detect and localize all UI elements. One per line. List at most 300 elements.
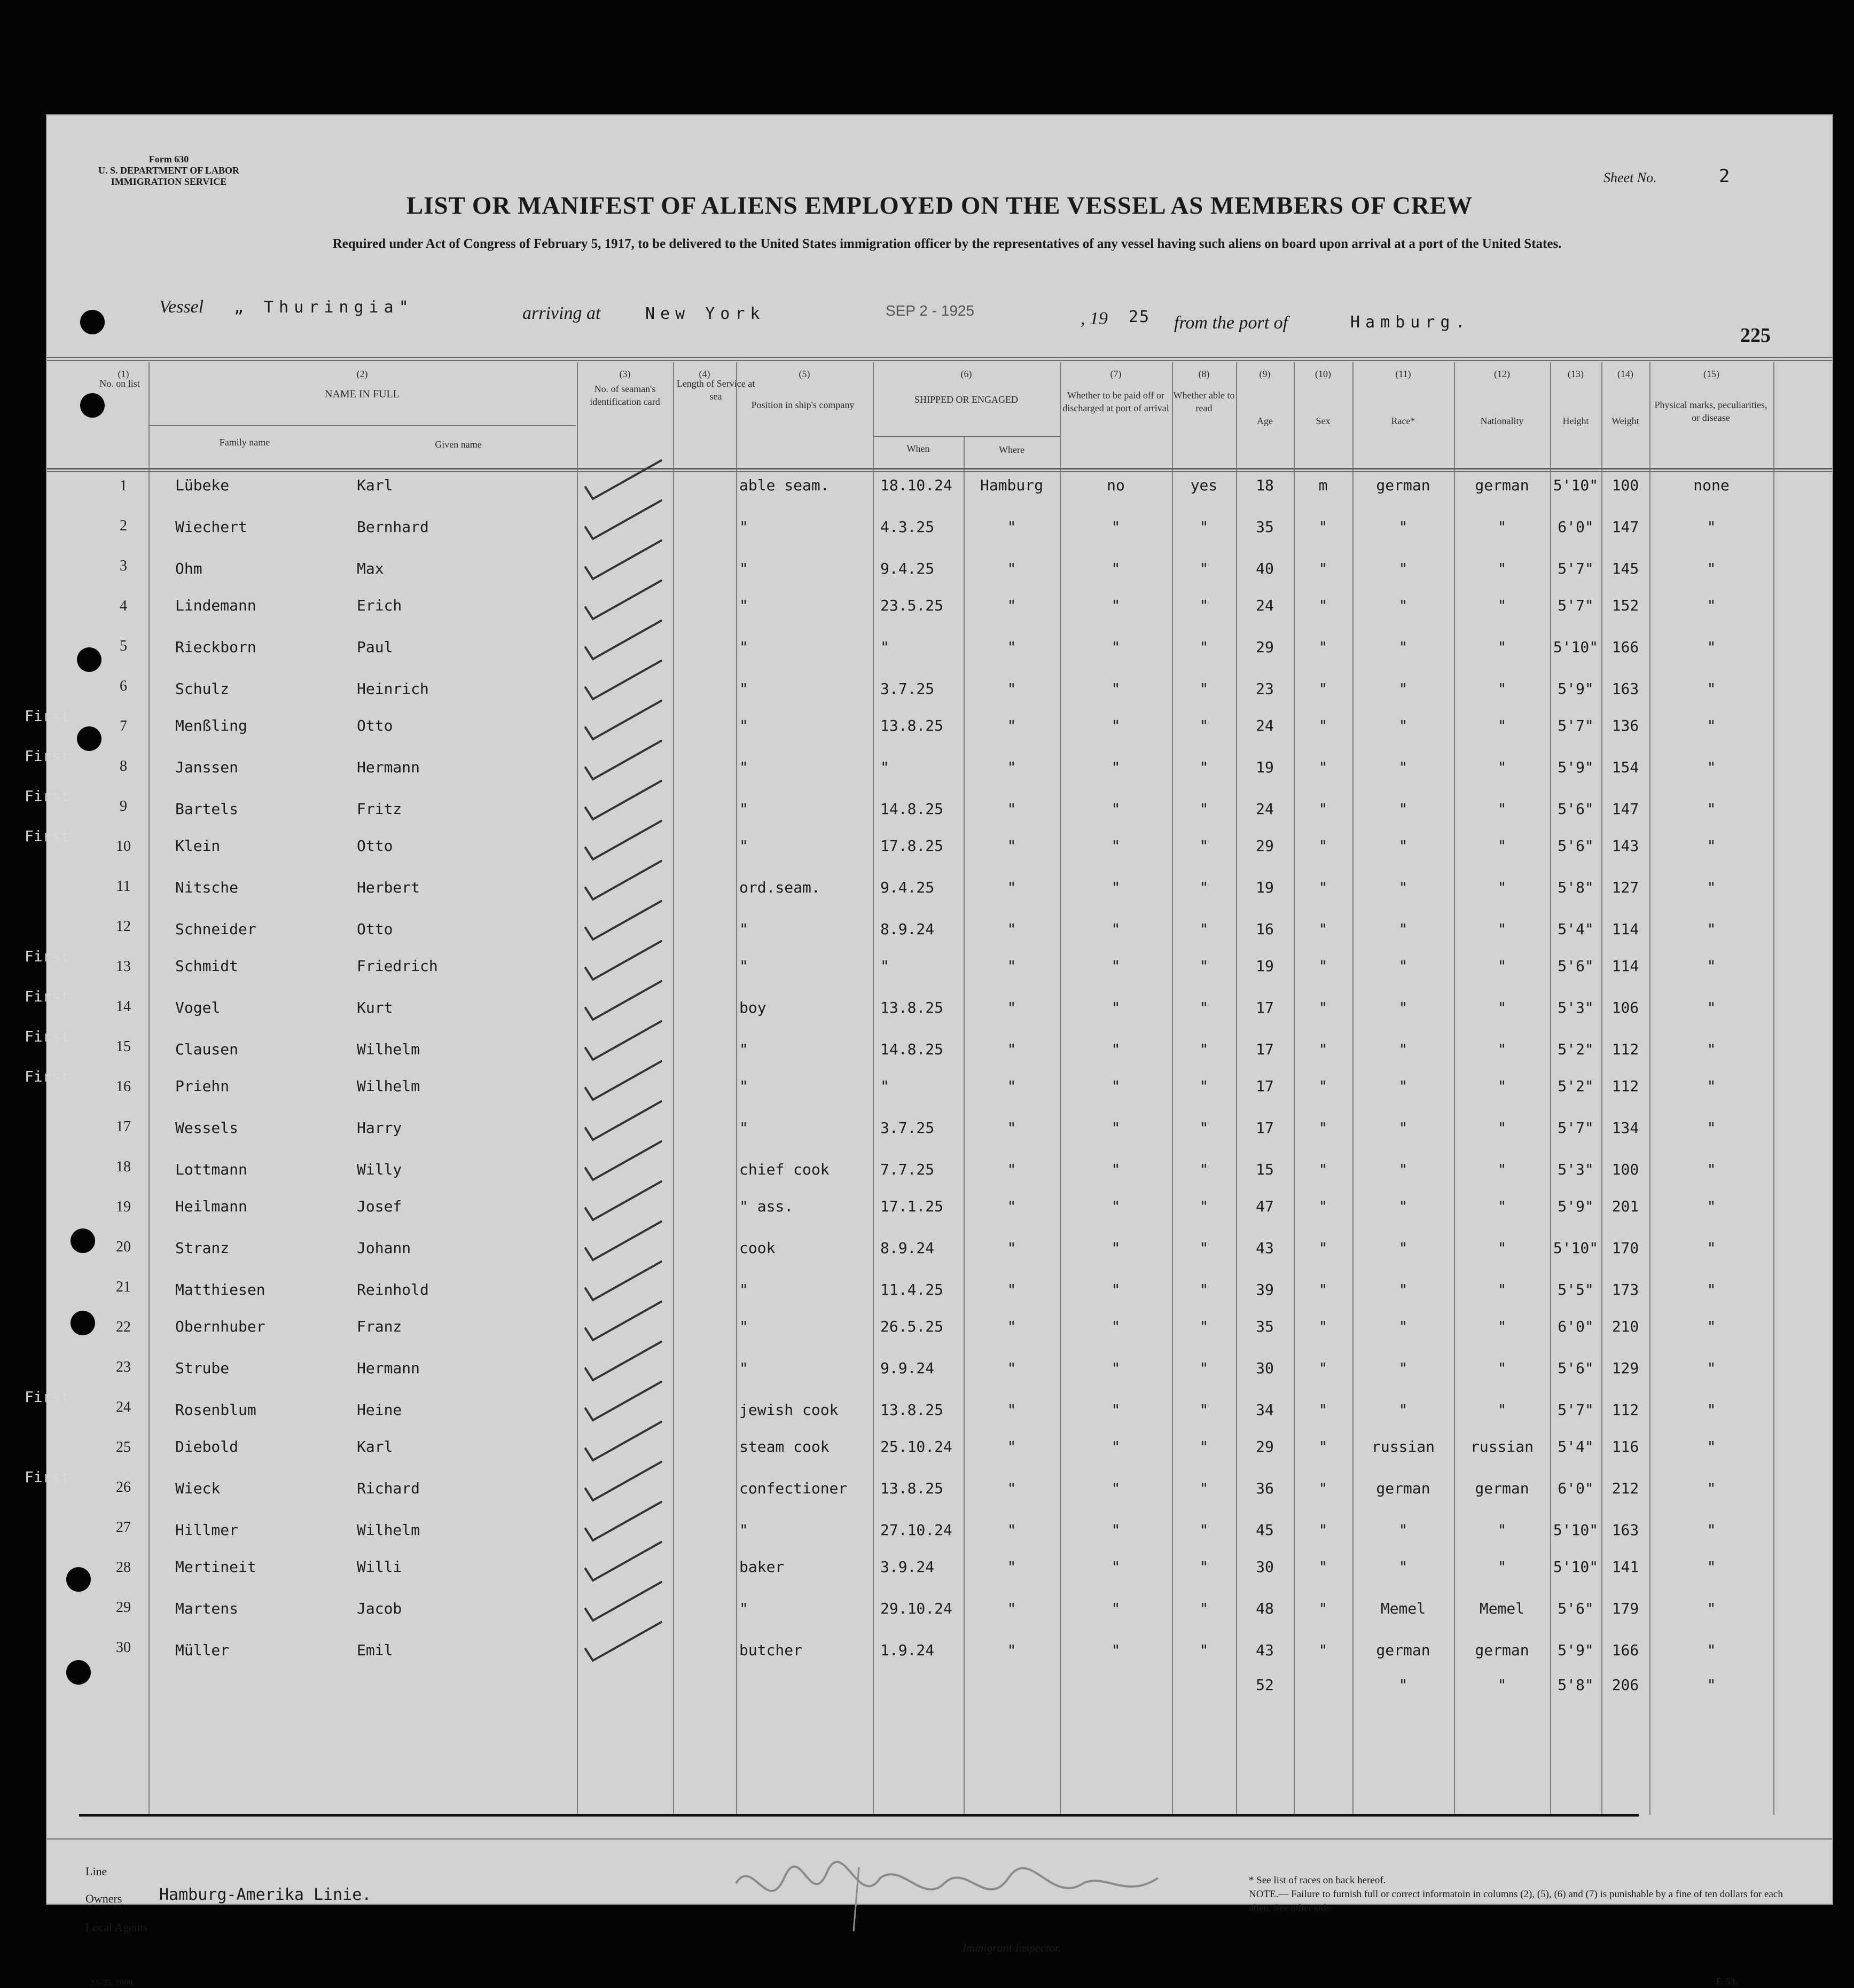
position: " [739, 800, 748, 818]
family-name: Matthiesen [175, 1281, 265, 1298]
given-name: Erich [357, 597, 402, 614]
row-number: 30 [116, 1639, 131, 1656]
weight: 163 [1612, 1521, 1639, 1539]
position: " [739, 560, 748, 577]
shipped-when: 18.10.24 [880, 476, 952, 494]
race: " [1398, 920, 1408, 938]
margin-note-first: First [25, 747, 70, 765]
given-name: Willi [357, 1558, 402, 1576]
column-number: (10) [1315, 369, 1331, 379]
shipped-when: 8.9.24 [880, 920, 935, 938]
weight: 206 [1612, 1676, 1639, 1694]
races-footnote: * See list of races on back hereof. [1249, 1875, 1386, 1886]
position: butcher [739, 1641, 803, 1659]
race: russian [1371, 1438, 1435, 1455]
weight: 143 [1612, 837, 1639, 855]
age: 23 [1256, 680, 1274, 698]
shipped-when: 17.1.25 [880, 1198, 944, 1215]
able-to-read: " [1199, 1040, 1209, 1058]
able-to-read: " [1199, 1641, 1209, 1659]
age: 35 [1256, 518, 1274, 536]
height: 5'9" [1558, 680, 1594, 698]
column-number: (12) [1494, 369, 1510, 379]
margin-note-first: First [25, 1028, 70, 1045]
able-to-read: " [1199, 1077, 1209, 1095]
shipped-where: " [1007, 999, 1016, 1016]
able-to-read: " [1199, 1401, 1209, 1419]
nationality: " [1497, 680, 1507, 698]
shipped-when: 7.7.25 [880, 1161, 935, 1178]
paid-off: " [1111, 597, 1121, 614]
paid-off: " [1111, 1198, 1121, 1215]
physical-marks: " [1707, 1401, 1716, 1419]
physical-marks: " [1707, 518, 1716, 536]
age: 29 [1256, 1438, 1274, 1455]
header-paid-off: Whether to be paid off or discharged at port of arrival [1062, 390, 1169, 413]
weight: 114 [1612, 920, 1639, 938]
physical-marks: " [1707, 837, 1716, 855]
paid-off: " [1111, 957, 1121, 975]
able-to-read: " [1199, 957, 1209, 975]
able-to-read: " [1199, 1600, 1209, 1617]
weight: 112 [1612, 1401, 1639, 1419]
nationality: " [1497, 1198, 1507, 1215]
position: baker [739, 1558, 785, 1576]
column-number: (1) [118, 369, 129, 379]
row-number: 24 [116, 1399, 131, 1415]
race: " [1398, 1077, 1408, 1095]
family-name: Stranz [175, 1239, 230, 1257]
able-to-read: " [1199, 1198, 1209, 1215]
paid-off: " [1111, 717, 1121, 734]
physical-marks: " [1707, 1040, 1716, 1058]
row-number: 26 [116, 1479, 131, 1496]
age: 30 [1256, 1558, 1274, 1576]
age: 18 [1256, 476, 1274, 494]
age: 52 [1256, 1676, 1274, 1694]
weight: 116 [1612, 1438, 1639, 1455]
inspector-signature [720, 1846, 1201, 1942]
physical-marks: " [1707, 1239, 1716, 1257]
sex: " [1318, 1161, 1328, 1178]
sex: " [1318, 680, 1328, 698]
row-number: 12 [116, 918, 131, 935]
family-name: Müller [175, 1641, 230, 1659]
position: ord.seam. [739, 879, 820, 896]
position: " [739, 597, 748, 614]
race: " [1398, 1676, 1408, 1694]
weight: 100 [1612, 476, 1639, 494]
able-to-read: " [1199, 1281, 1209, 1298]
binder-hole [66, 1660, 91, 1685]
age: 19 [1256, 879, 1274, 896]
position: able seam. [739, 476, 830, 494]
race: " [1398, 597, 1408, 614]
shipped-when: 13.8.25 [880, 717, 944, 734]
age: 24 [1256, 800, 1274, 818]
family-name: Rieckborn [175, 638, 256, 656]
shipped-where: " [1007, 1318, 1016, 1335]
sex: " [1318, 560, 1328, 577]
given-name: Karl [357, 476, 393, 494]
weight: 136 [1612, 717, 1639, 734]
from-port: Hamburg. [1350, 313, 1470, 332]
position: " [739, 1119, 748, 1137]
physical-marks: " [1707, 920, 1716, 938]
header-sex: Sex [1316, 416, 1331, 426]
nationality: " [1497, 1281, 1507, 1298]
column-rule [736, 362, 737, 1815]
physical-marks: none [1693, 476, 1730, 494]
paid-off: " [1111, 1119, 1121, 1137]
shipped-where: " [1007, 1641, 1016, 1659]
position: " [739, 1281, 748, 1298]
height: 5'6" [1558, 957, 1594, 975]
position: " [739, 680, 748, 698]
able-to-read: " [1199, 717, 1209, 734]
nationality: " [1497, 1401, 1507, 1419]
able-to-read: " [1199, 518, 1209, 536]
able-to-read: " [1199, 920, 1209, 938]
family-name: Priehn [175, 1077, 230, 1095]
nationality: " [1497, 879, 1507, 896]
given-name: Heinrich [357, 680, 429, 698]
position: " ass. [739, 1198, 794, 1215]
nationality: " [1497, 717, 1507, 734]
sex: " [1318, 1401, 1328, 1419]
shipped-when: 9.4.25 [880, 879, 935, 896]
header-able-read: Whether able to read [1173, 390, 1235, 413]
shipped-when: 8.9.24 [880, 1239, 935, 1257]
family-name: Wieck [175, 1480, 221, 1497]
sex: " [1318, 1600, 1328, 1617]
given-name: Reinhold [357, 1281, 429, 1298]
nationality: " [1497, 597, 1507, 614]
nationality: " [1497, 1239, 1507, 1257]
sex: " [1318, 1239, 1328, 1257]
family-name: Nitsche [175, 879, 239, 896]
family-name: Schmidt [175, 957, 239, 975]
form-code: F. 53. [1716, 1976, 1738, 1987]
shipped-when: 27.10.24 [880, 1521, 952, 1539]
weight: 166 [1612, 638, 1639, 656]
family-name: Martens [175, 1600, 239, 1617]
binder-hole [77, 647, 101, 672]
position: cook [739, 1239, 776, 1257]
able-to-read: " [1199, 879, 1209, 896]
given-name: Johann [357, 1239, 411, 1257]
nationality: " [1497, 1359, 1507, 1377]
shipped-where: " [1007, 800, 1016, 818]
height: 6'0" [1558, 518, 1594, 536]
paid-off: " [1111, 1281, 1121, 1298]
position: boy [739, 999, 766, 1016]
nationality: german [1475, 1641, 1529, 1659]
sex: " [1318, 1198, 1328, 1215]
age: 29 [1256, 837, 1274, 855]
nationality: " [1497, 560, 1507, 577]
margin-note-first: First [25, 1068, 70, 1085]
shipped-when: 26.5.25 [880, 1318, 944, 1335]
race: " [1398, 879, 1408, 896]
given-name: Otto [357, 837, 393, 855]
weight: 141 [1612, 1558, 1639, 1576]
paid-off: " [1111, 1161, 1121, 1178]
position: chief cook [739, 1161, 830, 1178]
header-given-name: Given name [435, 439, 482, 450]
shipped-when: 3.7.25 [880, 680, 935, 698]
column-number: (9) [1259, 369, 1271, 379]
height: 5'6" [1558, 1600, 1594, 1617]
shipped-where: " [1007, 920, 1016, 938]
height: 5'8" [1558, 1676, 1594, 1694]
age: 29 [1256, 638, 1274, 656]
weight: 179 [1612, 1600, 1639, 1617]
age: 24 [1256, 717, 1274, 734]
end-of-list-rule [79, 1814, 1639, 1817]
physical-marks: " [1707, 597, 1716, 614]
race: german [1376, 476, 1430, 494]
age: 35 [1256, 1318, 1274, 1335]
binder-hole [77, 726, 101, 751]
header-bottom-rule [47, 468, 1832, 469]
row-number: 4 [120, 598, 127, 614]
column-number: (8) [1198, 369, 1210, 379]
given-name: Max [357, 560, 384, 577]
family-name: Bartels [175, 800, 239, 818]
vessel-label: Vessel [159, 297, 204, 317]
shipped-when: " [880, 1077, 889, 1095]
nationality: " [1497, 1676, 1507, 1694]
given-name: Emil [357, 1641, 393, 1659]
family-name: Lottmann [175, 1161, 247, 1178]
age: 17 [1256, 1040, 1274, 1058]
able-to-read: " [1199, 680, 1209, 698]
position: " [739, 638, 748, 656]
sex: " [1318, 999, 1328, 1016]
header-length-service: Length of Service at sea [676, 378, 755, 402]
given-name: Paul [357, 638, 393, 656]
sex: " [1318, 1521, 1328, 1539]
age: 17 [1256, 999, 1274, 1016]
race: " [1398, 1239, 1408, 1257]
paid-off: " [1111, 1600, 1121, 1617]
race: " [1398, 837, 1408, 855]
column-rule [148, 362, 150, 1815]
header-shipped: SHIPPED OR ENGAGED [914, 394, 1018, 405]
given-name: Hermann [357, 1359, 420, 1377]
race: " [1398, 560, 1408, 577]
family-name: Ohm [175, 560, 202, 577]
able-to-read: " [1199, 758, 1209, 776]
weight: 147 [1612, 518, 1639, 536]
sex: " [1318, 1281, 1328, 1298]
paid-off: " [1111, 1239, 1121, 1257]
column-number: (2) [356, 369, 368, 379]
binder-hole [80, 310, 105, 334]
family-name: Schulz [175, 680, 230, 698]
position: " [739, 920, 748, 938]
race: " [1398, 1281, 1408, 1298]
sex: " [1318, 1119, 1328, 1137]
height: 6'0" [1558, 1318, 1594, 1335]
margin-note-first: First [25, 988, 70, 1005]
manifest-sheet [46, 114, 1833, 1987]
header-age: Age [1257, 416, 1273, 426]
age: 34 [1256, 1401, 1274, 1419]
row-number: 10 [116, 838, 131, 855]
age: 19 [1256, 957, 1274, 975]
sex: " [1318, 597, 1328, 614]
weight: 112 [1612, 1077, 1639, 1095]
family-name: Lübeke [175, 476, 230, 494]
family-name: Hillmer [175, 1521, 239, 1539]
height: 5'10" [1553, 476, 1599, 494]
row-number: 2 [120, 518, 127, 534]
height: 5'3" [1558, 1161, 1594, 1178]
able-to-read: " [1199, 597, 1209, 614]
physical-marks: " [1707, 758, 1716, 776]
height: 5'9" [1558, 1198, 1594, 1215]
shipped-when: 13.8.25 [880, 1480, 944, 1497]
sex: " [1318, 717, 1328, 734]
nationality: " [1497, 758, 1507, 776]
age: 40 [1256, 560, 1274, 577]
header-height: Height [1562, 416, 1589, 426]
given-name: Herbert [357, 879, 420, 896]
shipped-where: " [1007, 1119, 1016, 1137]
physical-marks: " [1707, 1281, 1716, 1298]
column-number: (7) [1110, 369, 1122, 379]
given-name: Jacob [357, 1600, 402, 1617]
weight: 112 [1612, 1040, 1639, 1058]
family-name: Klein [175, 837, 221, 855]
race: " [1398, 680, 1408, 698]
race: " [1398, 1401, 1408, 1419]
age: 43 [1256, 1239, 1274, 1257]
shipped-where: " [1007, 1161, 1016, 1178]
given-name: Josef [357, 1198, 402, 1215]
family-name: Clausen [175, 1040, 239, 1058]
family-name: Mertineit [175, 1558, 256, 1576]
shipped-when: 17.8.25 [880, 837, 944, 855]
row-number: 23 [116, 1359, 131, 1375]
owners-value: Hamburg-Amerika Linie. [159, 1885, 372, 1904]
shipped-where: " [1007, 879, 1016, 896]
height: 5'7" [1558, 1401, 1594, 1419]
page-number: 225 [1740, 324, 1771, 347]
shipped-where: " [1007, 597, 1016, 614]
margin-note-first: First [25, 948, 70, 965]
paid-off: " [1111, 1077, 1121, 1095]
shipped-where: " [1007, 758, 1016, 776]
row-number: 14 [116, 998, 131, 1015]
able-to-read: " [1199, 800, 1209, 818]
margin-note-first: First [25, 1388, 70, 1406]
nationality: " [1497, 1040, 1507, 1058]
nationality: " [1497, 638, 1507, 656]
weight: 129 [1612, 1359, 1639, 1377]
row-number: 1 [120, 478, 127, 494]
margin-note-first: First [25, 827, 70, 845]
penalty-note: NOTE.— Failure to furnish full or correct informatoin in columns (2), (5), (6) and (7) is punishable by a fine of ten dollars for each alien. See other side. [1249, 1889, 1783, 1914]
physical-marks: " [1707, 999, 1716, 1016]
shipped-when: " [880, 638, 889, 656]
physical-marks: " [1707, 638, 1716, 656]
weight: 100 [1612, 1161, 1639, 1178]
age: 19 [1256, 758, 1274, 776]
race: german [1376, 1480, 1430, 1497]
age: 17 [1256, 1119, 1274, 1137]
weight: 114 [1612, 957, 1639, 975]
physical-marks: " [1707, 1161, 1716, 1178]
position: " [739, 957, 748, 975]
shipped-where: " [1007, 837, 1016, 855]
sex: " [1318, 800, 1328, 818]
height: 5'6" [1558, 837, 1594, 855]
position: " [739, 1359, 748, 1377]
shipped-when: 29.10.24 [880, 1600, 952, 1617]
height: 5'7" [1558, 597, 1594, 614]
physical-marks: " [1707, 1600, 1716, 1617]
physical-marks: " [1707, 1198, 1716, 1215]
shipped-where: " [1007, 560, 1016, 577]
height: 5'10" [1553, 638, 1599, 656]
nationality: " [1497, 957, 1507, 975]
shipped-when: 25.10.24 [880, 1438, 952, 1455]
column-rule [577, 362, 578, 1815]
given-name: Karl [357, 1438, 393, 1455]
department-name: U. S. DEPARTMENT OF LABOR [98, 165, 240, 176]
age: 45 [1256, 1521, 1274, 1539]
row-number: 28 [116, 1559, 131, 1576]
nationality: " [1497, 1521, 1507, 1539]
row-number: 6 [120, 678, 127, 694]
header-name-in-full: NAME IN FULL [325, 388, 400, 400]
margin-note-first: First [25, 707, 70, 725]
shipped-when: " [880, 758, 889, 776]
binder-hole [66, 1567, 91, 1592]
column-number: (13) [1568, 369, 1584, 379]
height: 5'10" [1553, 1558, 1599, 1576]
position: " [739, 837, 748, 855]
position: " [739, 1600, 748, 1617]
race: " [1398, 717, 1408, 734]
paid-off: " [1111, 837, 1121, 855]
paid-off: no [1107, 476, 1125, 494]
weight: 173 [1612, 1281, 1639, 1298]
paid-off: " [1111, 879, 1121, 896]
row-number: 27 [116, 1519, 131, 1536]
family-name: Strube [175, 1359, 230, 1377]
given-name: Wilhelm [357, 1521, 420, 1539]
physical-marks: " [1707, 879, 1716, 896]
column-rule [673, 362, 674, 1815]
able-to-read: " [1199, 1480, 1209, 1497]
weight: 163 [1612, 680, 1639, 698]
nationality: " [1497, 1558, 1507, 1576]
header-nationality: Nationality [1480, 416, 1524, 426]
able-to-read: " [1199, 1359, 1209, 1377]
family-name: Wiechert [175, 518, 247, 536]
row-number: 21 [116, 1279, 131, 1295]
given-name: Hermann [357, 758, 420, 776]
sex: " [1318, 1318, 1328, 1335]
race: " [1398, 1119, 1408, 1137]
physical-marks: " [1707, 1119, 1716, 1137]
line-label: Line [85, 1865, 107, 1878]
given-name: Wilhelm [357, 1077, 420, 1095]
